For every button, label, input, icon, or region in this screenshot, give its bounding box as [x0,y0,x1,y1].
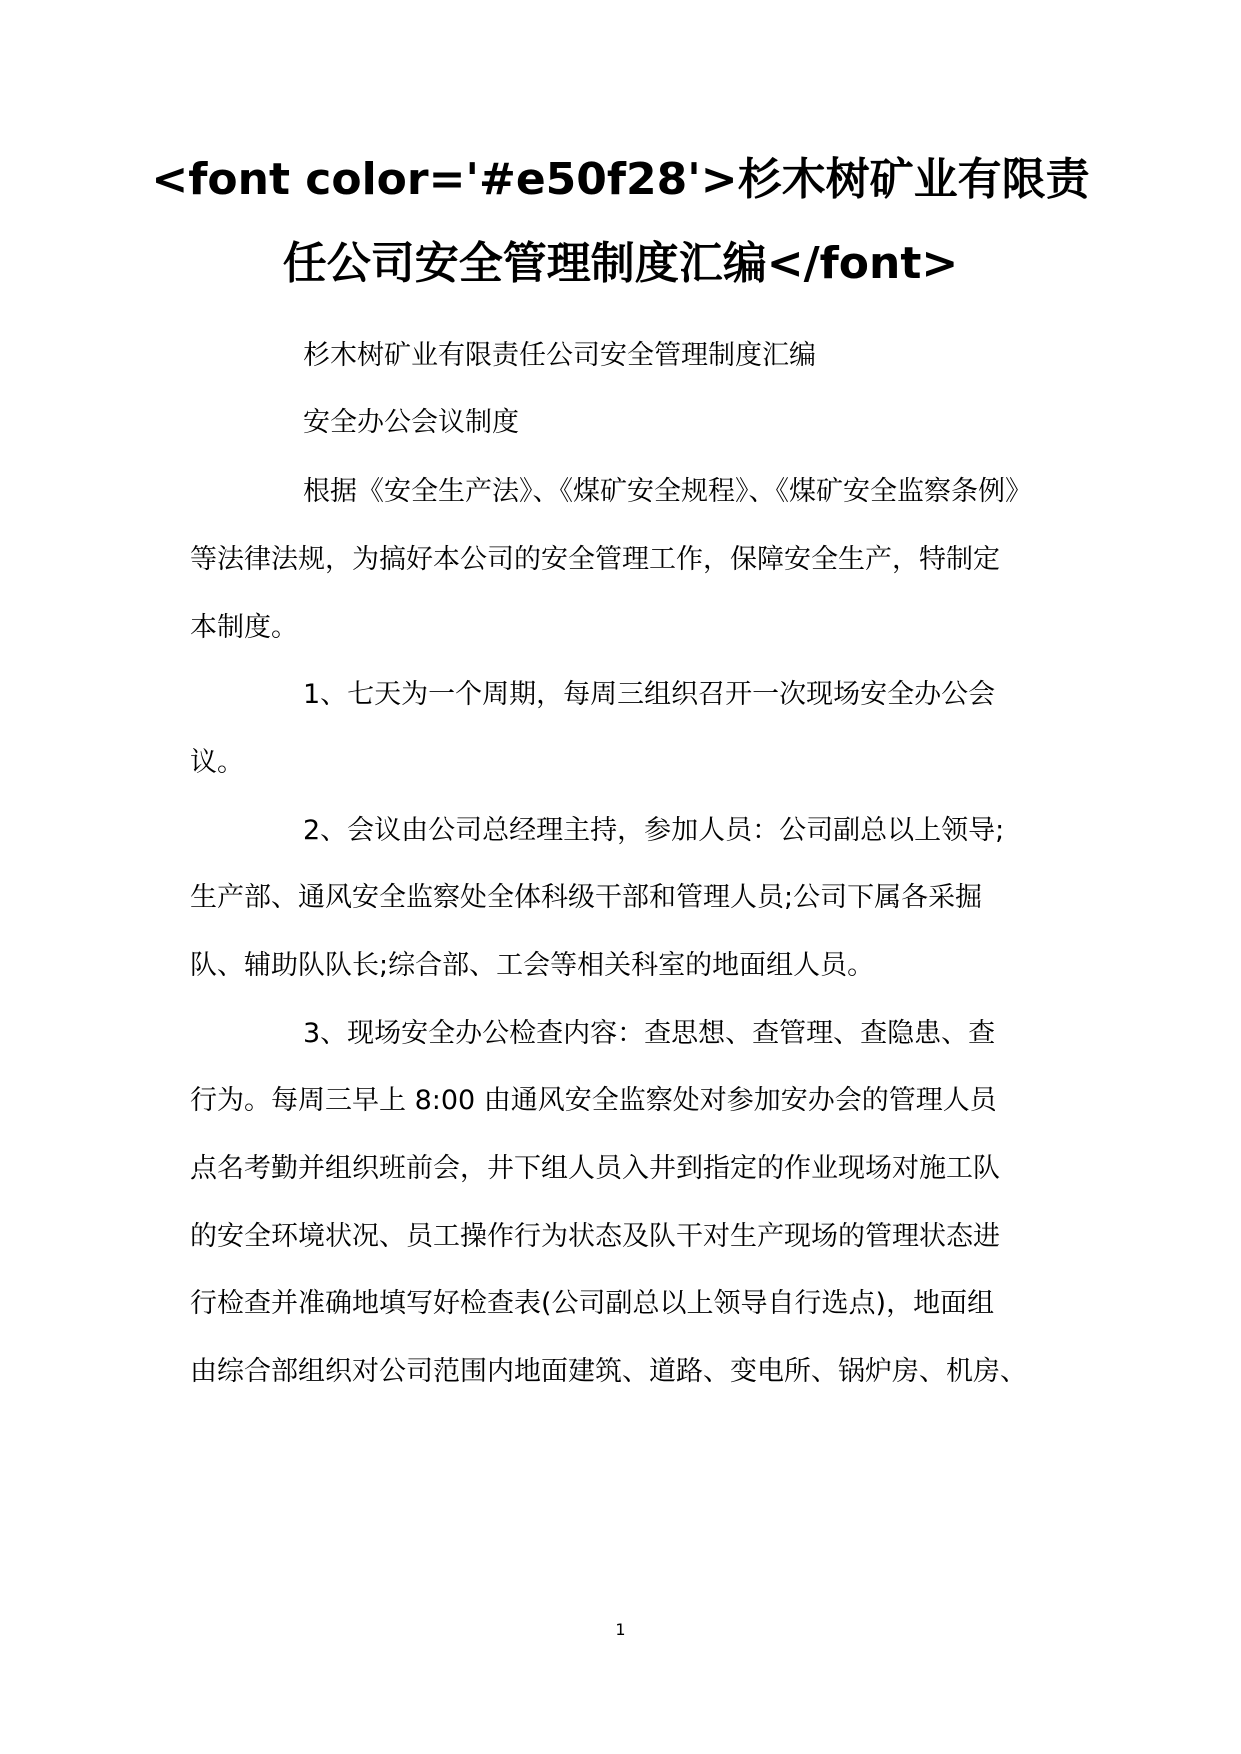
body-line: 队、辅助队队长;综合部、工会等相关科室的地面组人员。 [190,950,875,981]
document-title-line-1: <font color='#e50f28'>杉木树矿业有限责 [151,154,1090,205]
body-line: 本制度。 [190,612,298,643]
body-line: 2、会议由公司总经理主持，参加人员：公司副总以上领导; [303,815,1005,846]
body-line: 杉木树矿业有限责任公司安全管理制度汇编 [303,340,816,371]
body-line: 议。 [190,747,244,778]
body-line: 1、七天为一个周期，每周三组织召开一次现场安全办公会 [303,679,996,710]
body-line: 生产部、通风安全监察处全体科级干部和管理人员;公司下属各采掘 [190,882,983,913]
body-line: 行检查并准确地填写好检查表(公司副总以上领导自行选点)，地面组 [190,1288,995,1319]
body-line: 根据《安全生产法》、《煤矿安全规程》、《煤矿安全监察条例》 [303,476,1032,507]
body-line: 3、现场安全办公检查内容：查思想、查管理、查隐患、查 [303,1018,996,1049]
body-line: 行为。每周三早上 8:00 由通风安全监察处对参加安办会的管理人员 [190,1085,997,1116]
body-line: 的安全环境状况、员工操作行为状态及队干对生产现场的管理状态进 [190,1221,1000,1252]
page-number: 1 [615,1620,626,1639]
document-title-line-2: 任公司安全管理制度汇编</font> [282,238,959,289]
body-line: 由综合部组织对公司范围内地面建筑、道路、变电所、锅炉房、机房、 [190,1356,1027,1387]
section-heading: 安全办公会议制度 [303,407,519,438]
body-line: 点名考勤并组织班前会，井下组人员入井到指定的作业现场对施工队 [190,1153,1000,1184]
body-line: 等法律法规，为搞好本公司的安全管理工作，保障安全生产，特制定 [190,544,1000,575]
